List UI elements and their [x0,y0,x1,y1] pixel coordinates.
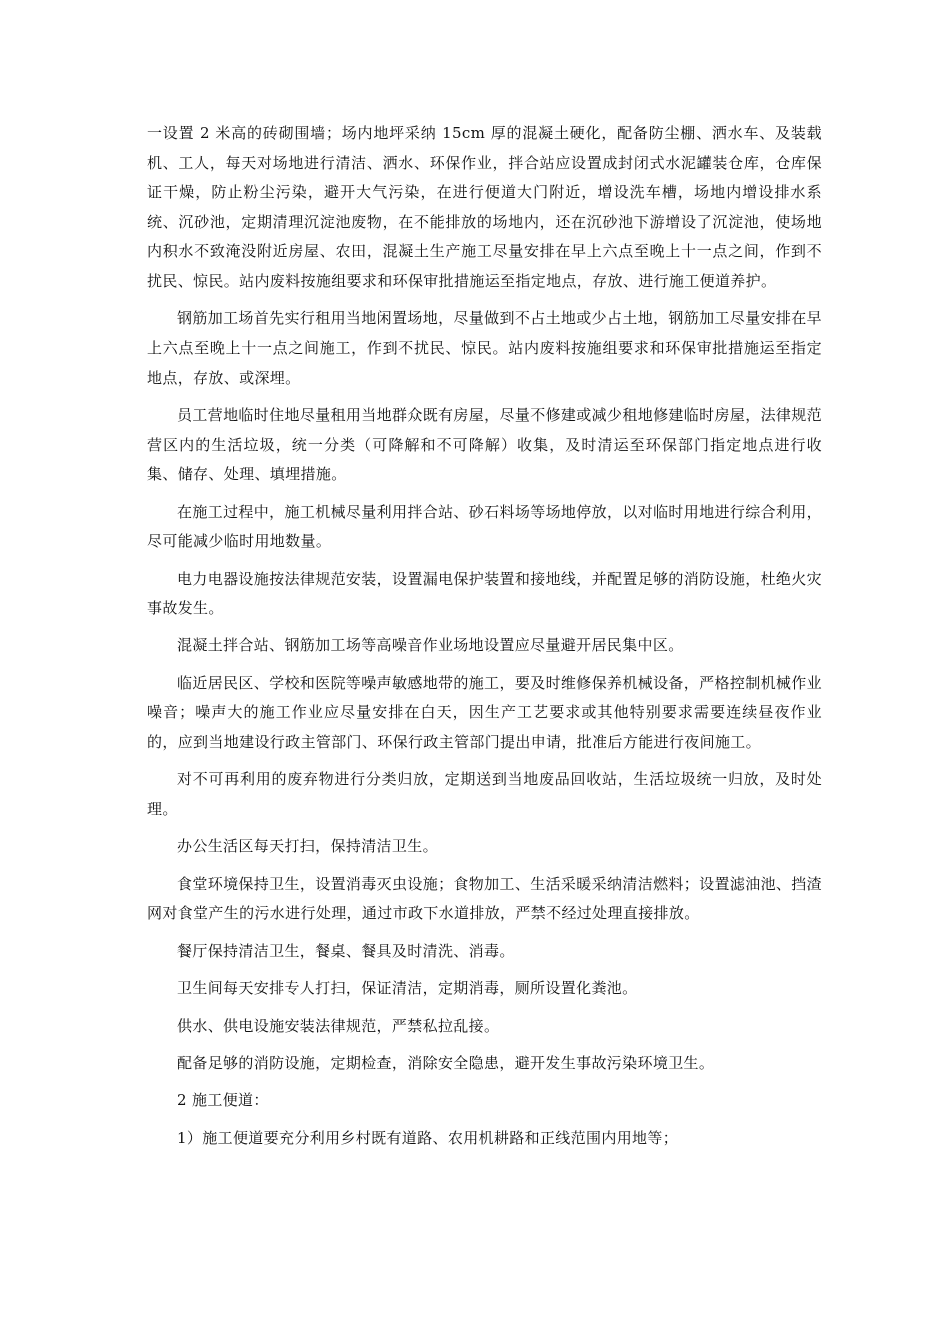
paragraph-4: 在施工过程中，施工机械尽量利用拌合站、砂石料场等场地停放，以对临时用地进行综合利用，尽可能减少临时用地数量。 [147,502,822,551]
paragraph-6: 混凝土拌合站、钢筋加工场等高噪音作业场地设置应尽量避开居民集中区。 [177,636,684,655]
section-heading-construction-roads: 2 施工便道： [177,1091,269,1110]
document-body [147,119,822,1161]
paragraph-10: 食堂环境保持卫生，设置消毒灭虫设施；食物加工、生活采暖采纳清洁燃料；设置滤油池、挡渣网对食堂产生的污水进行处理，通过市政下水道排放，严禁不经过处理直接排放。 [147,874,822,923]
paragraph-1: 一设置 2 米高的砖砌围墙；场内地坪采纳 15cm 厚的混凝土硬化，配备防尘棚、洒水车、及装载机、工人，每天对场地进行清洁、洒水、环保作业，拌合站应设置成封闭式水泥罐装仓库，仓库保证干燥，防止粉尘污染，避开大气污染，在进行便道大门附近，增设洗车槽，场地内增设排水系统、沉砂池，定期清理沉淀池废物，在不能排放的场地内，还在沉砂池下游增设了沉淀池，使场地内积水不致淹没附近房屋、农田，混凝土生产施工尽量安排在早上六点至晚上十一点之间，作到不扰民、惊民。站内废料按施组要求和环保审批措施运至指定地点，存放、进行施工便道养护。 [147,124,822,290]
paragraph-5: 电力电器设施按法律规范安装，设置漏电保护装置和接地线，并配置足够的消防设施，杜绝火灾事故发生。 [147,569,822,618]
paragraph-8: 对不可再利用的废弃物进行分类归放，定期送到当地废品回收站，生活垃圾统一归放，及时处理。 [147,770,822,819]
paragraph-2: 钢筋加工场首先实行租用当地闲置场地，尽量做到不占土地或少占土地，钢筋加工尽量安排在早上六点至晚上十一点之间施工，作到不扰民、惊民。站内废料按施组要求和环保审批措施运至指定地点，存放、或深埋。 [147,309,822,387]
paragraph-7: 临近居民区、学校和医院等噪声敏感地带的施工，要及时维修保养机械设备，严格控制机械作业噪音；噪声大的施工作业应尽量安排在白天，因生产工艺要求或其他特别要求需要连续昼夜作业的，应到当地建设行政主管部门、环保行政主管部门提出申请，批准后方能进行夜间施工。 [147,673,822,752]
paragraph-12: 卫生间每天安排专人打扫，保证清洁，定期消毒，厕所设置化粪池。 [177,979,638,998]
paragraph-9: 办公生活区每天打扫，保持清洁卫生。 [177,837,438,856]
paragraph-13: 供水、供电设施安装法律规范，严禁私拉乱接。 [177,1016,500,1035]
list-item-1: 1）施工便道要充分利用乡村既有道路、农用机耕路和正线范围内用地等； [177,1128,679,1147]
paragraph-11: 餐厅保持清洁卫生，餐桌、餐具及时清洗、消毒。 [177,941,515,960]
paragraph-3: 员工营地临时住地尽量租用当地群众既有房屋，尽量不修建或减少租地修建临时房屋，法律规范营区内的生活垃圾，统一分类（可降解和不可降解）收集，及时清运至环保部门指定地点进行收集、储存、处理、填埋措施。 [147,405,822,484]
paragraph-14: 配备足够的消防设施，定期检查，消除安全隐患，避开发生事故污染环境卫生。 [177,1053,715,1072]
